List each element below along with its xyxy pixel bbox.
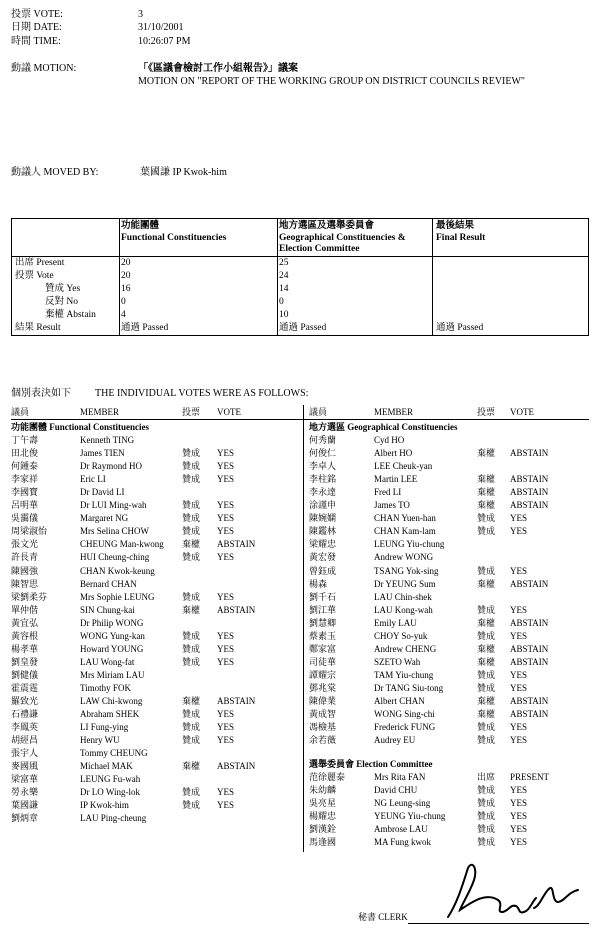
left-col-vote-en: VOTE	[217, 407, 241, 417]
member-name-cn: 陳婉嫻	[309, 513, 337, 524]
member-name-cn: 胡經昌	[11, 735, 39, 746]
member-name-en: Dr YEUNG Sum	[374, 578, 436, 589]
geographical-yes: 14	[279, 284, 289, 294]
vote-cn: 棄權	[182, 539, 201, 550]
clerk-signature	[438, 862, 588, 924]
vote-en: ABSTAIN	[217, 604, 256, 615]
member-name-en: Dr TANG Siu-tong	[374, 682, 444, 693]
vote-cn: 棄權	[477, 656, 496, 667]
individual-heading-cn: 個別表決如下	[11, 388, 71, 399]
vote-en: YES	[217, 591, 235, 602]
member-name-cn: 石禮謙	[11, 709, 39, 720]
member-name-cn: 麥國風	[11, 761, 39, 772]
member-name-en: Kenneth TING	[80, 435, 135, 445]
member-name-cn: 陳偉業	[309, 696, 337, 706]
vote-en: ABSTAIN	[217, 761, 256, 772]
functional-result: 通過 Passed	[121, 323, 169, 333]
date-label: 日期 DATE:	[11, 22, 62, 33]
left-section-title: 功能團體 Functional Constituencies	[11, 422, 150, 432]
row-label-present: 出席 Present	[15, 258, 65, 268]
member-name-cn: 鄭家富	[309, 643, 337, 654]
geographical-present: 25	[279, 258, 289, 268]
date-value: 31/10/2001	[138, 22, 184, 33]
member-name-en: Michael MAK	[80, 761, 133, 772]
member-name-en: Frederick FUNG	[374, 722, 436, 733]
geographical-no: 0	[279, 297, 284, 307]
vote-cn: 棄權	[477, 474, 496, 485]
geographical-result: 通過 Passed	[279, 323, 327, 333]
member-name-en: TSANG Yok-sing	[374, 565, 439, 576]
vote-cn: 贊成	[182, 461, 201, 472]
vote-en: ABSTAIN	[510, 500, 549, 511]
motion-label: 動議 MOTION:	[11, 63, 77, 74]
vote-en: ABSTAIN	[510, 487, 549, 498]
member-name-cn: 楊森	[309, 578, 328, 589]
vote-cn: 棄權	[477, 709, 496, 720]
member-name-en: Dr Philip WONG	[80, 617, 144, 628]
election-section-title: 選舉委員會 Election Committee	[309, 759, 433, 769]
member-name-cn: 黃宜弘	[11, 617, 39, 628]
vote-en: ABSTAIN	[510, 617, 549, 628]
member-name-cn: 李卓人	[309, 461, 337, 472]
member-name-en: Albert CHAN	[374, 696, 425, 706]
member-name-en: LAU Wong-fat	[80, 656, 135, 667]
vote-cn: 棄權	[182, 761, 201, 772]
member-name-en: Audrey EU	[374, 735, 416, 746]
vote-en: ABSTAIN	[510, 656, 549, 667]
vote-cn: 贊成	[182, 448, 201, 459]
member-name-cn: 李柱銘	[309, 474, 337, 485]
vote-cn: 棄權	[477, 578, 496, 589]
member-name-cn: 葉國謙	[11, 800, 39, 811]
vote-cn: 棄權	[182, 696, 201, 706]
functional-vote: 20	[121, 271, 131, 281]
member-name-cn: 黃宏發	[309, 552, 337, 563]
member-name-en: HUI Cheung-ching	[80, 552, 150, 563]
vote-en: ABSTAIN	[510, 643, 549, 654]
vote-cn: 贊成	[182, 591, 201, 602]
time-value: 10:26:07 PM	[138, 36, 191, 47]
member-name-cn: 丁午壽	[11, 435, 39, 445]
vote-cn: 棄權	[477, 617, 496, 628]
member-name-en: CHAN Kwok-keung	[80, 565, 155, 576]
member-name-en: LEUNG Yiu-chung	[374, 539, 445, 550]
member-name-en: Mrs Rita FAN	[374, 772, 426, 782]
vote-cn: 贊成	[477, 604, 496, 615]
row-label-result: 結果 Result	[15, 323, 61, 333]
vote-en: YES	[217, 448, 235, 459]
member-name-cn: 李國寶	[11, 487, 39, 498]
member-name-en: CHEUNG Man-kwong	[80, 539, 164, 550]
vote-cn: 贊成	[182, 800, 201, 811]
member-name-en: Dr Raymond HO	[80, 461, 142, 472]
member-name-cn: 馮檢基	[309, 722, 337, 733]
member-name-en: Mrs Sophie LEUNG	[80, 591, 155, 602]
member-name-en: Howard YOUNG	[80, 643, 144, 654]
functional-no: 0	[121, 297, 126, 307]
vote-en: ABSTAIN	[510, 578, 549, 589]
vote-en: YES	[217, 526, 235, 537]
functional-header-cn: 功能團體	[121, 221, 160, 231]
vote-en: YES	[217, 709, 235, 720]
vote-en: YES	[510, 513, 528, 524]
member-name-en: YEUNG Yiu-chung	[374, 811, 446, 822]
vote-en: ABSTAIN	[217, 539, 256, 550]
vote-cn: 贊成	[477, 722, 496, 733]
row-label-no: 反對 No	[45, 297, 78, 307]
vote-cn: 贊成	[477, 798, 496, 809]
member-name-cn: 余若薇	[309, 735, 337, 746]
member-name-cn: 譚耀宗	[309, 669, 337, 680]
vote-en: ABSTAIN	[510, 696, 549, 706]
vote-cn: 棄權	[477, 696, 496, 706]
member-name-en: Mrs Miriam LAU	[80, 669, 145, 680]
motion-title-en: MOTION ON "REPORT OF THE WORKING GROUP ON DISTRICT COUNCILS REVIEW"	[138, 76, 526, 87]
vote-en: YES	[510, 682, 528, 693]
clerk-label: 秘書 CLERK	[358, 912, 408, 922]
vote-cn: 贊成	[182, 709, 201, 720]
vote-en: YES	[510, 735, 528, 746]
member-name-cn: 劉健儀	[11, 669, 39, 680]
vote-cn: 贊成	[182, 735, 201, 746]
vote-summary-table	[11, 218, 589, 336]
vote-en: YES	[510, 722, 528, 733]
vote-cn: 贊成	[477, 811, 496, 822]
vote-en: ABSTAIN	[217, 696, 256, 706]
member-name-en: LEE Cheuk-yan	[374, 461, 433, 472]
member-name-en: MA Fung kwok	[374, 837, 432, 848]
member-name-cn: 陳國強	[11, 565, 39, 576]
member-name-en: LAU Chin-shek	[374, 591, 432, 602]
vote-en: PRESENT	[510, 772, 550, 782]
vote-en: YES	[217, 630, 235, 641]
vote-cn: 贊成	[182, 722, 201, 733]
vote-cn: 贊成	[182, 526, 201, 537]
functional-header-en: Functional Constituencies	[121, 233, 227, 243]
column-divider	[303, 405, 304, 852]
member-name-en: Margaret NG	[80, 513, 129, 524]
member-name-cn: 司徒華	[309, 656, 337, 667]
vote-en: YES	[217, 643, 235, 654]
member-name-cn: 劉慧卿	[309, 617, 337, 628]
motion-title-cn: 「《區議會檢討工作小組報告》」議案	[138, 63, 298, 74]
member-name-cn: 梁富華	[11, 774, 39, 785]
member-name-cn: 劉江華	[309, 604, 337, 615]
moved-by-value: 葉國謙 IP Kwok-him	[140, 167, 227, 178]
vote-en: YES	[217, 513, 235, 524]
vote-en: YES	[217, 722, 235, 733]
final-result-header-cn: 最後結果	[436, 221, 475, 231]
member-name-en: Andrew CHENG	[374, 643, 437, 654]
right-col-vote-cn: 投票	[477, 407, 496, 417]
member-name-cn: 鄧兆棠	[309, 682, 337, 693]
right-col-vote-en: VOTE	[510, 407, 534, 417]
vote-en: YES	[510, 798, 528, 809]
member-name-cn: 何秀蘭	[309, 435, 337, 445]
vote-cn: 贊成	[182, 656, 201, 667]
moved-by-label: 動議人 MOVED BY:	[11, 167, 99, 178]
member-name-cn: 黃容根	[11, 630, 39, 641]
vote-cn: 贊成	[477, 669, 496, 680]
member-name-cn: 范徐麗泰	[309, 772, 346, 782]
member-name-cn: 劉炳章	[11, 813, 39, 824]
vote-cn: 贊成	[182, 630, 201, 641]
member-name-cn: 梁劉柔芬	[11, 591, 48, 602]
vote-en: YES	[217, 552, 235, 563]
functional-yes: 16	[121, 284, 131, 294]
vote-cn: 贊成	[477, 735, 496, 746]
vote-en: YES	[217, 474, 235, 485]
vote-cn: 贊成	[182, 552, 201, 563]
member-name-cn: 田北俊	[11, 448, 39, 459]
vote-cn: 贊成	[182, 474, 201, 485]
member-name-cn: 蔡素玉	[309, 630, 337, 641]
vote-cn: 棄權	[477, 643, 496, 654]
vote-en: YES	[510, 837, 528, 848]
member-name-cn: 陳智思	[11, 578, 39, 589]
member-name-cn: 單仲偕	[11, 604, 39, 615]
member-name-cn: 張文光	[11, 539, 39, 550]
geographical-header-cn: 地方選區及選舉委員會	[279, 221, 375, 231]
member-name-en: Fred LI	[374, 487, 402, 498]
member-name-en: Bernard CHAN	[80, 578, 137, 589]
member-name-en: CHAN Kam-lam	[374, 526, 436, 537]
member-name-cn: 楊孝華	[11, 643, 39, 654]
vote-en: YES	[510, 811, 528, 822]
member-name-en: James TIEN	[80, 448, 125, 459]
vote-en: YES	[510, 785, 528, 796]
member-name-en: Cyd HO	[374, 435, 405, 445]
geographical-abstain: 10	[279, 310, 289, 320]
member-name-cn: 李永達	[309, 487, 337, 498]
vote-label: 投票 VOTE:	[11, 9, 63, 20]
vote-cn: 贊成	[477, 785, 496, 796]
vote-cn: 贊成	[477, 526, 496, 537]
vote-cn: 棄權	[182, 604, 201, 615]
member-name-en: Andrew WONG	[374, 552, 434, 563]
member-name-en: Henry WU	[80, 735, 120, 746]
individual-heading-en: THE INDIVIDUAL VOTES WERE AS FOLLOWS:	[95, 388, 309, 399]
member-name-en: Dr LUI Ming-wah	[80, 500, 147, 511]
member-name-cn: 李鳳英	[11, 722, 39, 733]
vote-cn: 贊成	[477, 824, 496, 835]
member-name-en: James TO	[374, 500, 410, 511]
left-col-member-cn: 議員	[11, 407, 30, 417]
member-name-en: SIN Chung-kai	[80, 604, 135, 615]
vote-en: YES	[510, 604, 528, 615]
member-name-cn: 劉皇發	[11, 656, 39, 667]
member-name-en: Abraham SHEK	[80, 709, 140, 720]
geographical-header-en2: Election Committee	[279, 244, 360, 254]
vote-cn: 贊成	[182, 643, 201, 654]
member-name-en: LEUNG Fu-wah	[80, 774, 141, 785]
member-name-en: WONG Sing-chi	[374, 709, 435, 720]
member-name-en: Emily LAU	[374, 617, 417, 628]
row-label-vote: 投票 Vote	[15, 271, 54, 281]
member-name-en: Martin LEE	[374, 474, 418, 485]
vote-en: YES	[510, 824, 528, 835]
member-name-en: David CHU	[374, 785, 418, 796]
vote-cn: 棄權	[477, 487, 496, 498]
row-label-abstain: 棄權 Abstain	[45, 310, 96, 320]
column-header-rule	[11, 419, 589, 420]
left-col-vote-cn: 投票	[182, 407, 201, 417]
vote-en: YES	[217, 500, 235, 511]
vote-cn: 贊成	[182, 513, 201, 524]
member-name-cn: 曾鈺成	[309, 565, 337, 576]
member-name-cn: 楊耀忠	[309, 811, 337, 822]
member-name-en: CHAN Yuen-han	[374, 513, 436, 524]
member-name-en: IP Kwok-him	[80, 800, 129, 811]
vote-en: YES	[217, 787, 235, 798]
member-name-en: Eric LI	[80, 474, 106, 485]
member-name-en: TAM Yiu-chung	[374, 669, 434, 680]
member-name-cn: 劉千石	[309, 591, 337, 602]
member-name-en: CHOY So-yuk	[374, 630, 428, 641]
time-label: 時間 TIME:	[11, 36, 61, 47]
member-name-en: Timothy FOK	[80, 682, 131, 693]
row-label-yes: 贊成 Yes	[45, 284, 81, 294]
vote-cn: 贊成	[477, 565, 496, 576]
vote-en: ABSTAIN	[510, 448, 549, 459]
vote-en: YES	[510, 630, 528, 641]
member-name-cn: 何俊仁	[309, 448, 337, 459]
member-name-cn: 霍震霆	[11, 682, 39, 693]
vote-cn: 贊成	[182, 787, 201, 798]
member-name-cn: 朱幼麟	[309, 785, 337, 796]
geographical-header-en: Geographical Constituencies &	[279, 233, 406, 243]
member-name-en: Ambrose LAU	[374, 824, 428, 835]
vote-en: YES	[510, 565, 528, 576]
functional-abstain: 4	[121, 310, 126, 320]
right-section-title: 地方選區 Geographical Constituencies	[309, 422, 458, 432]
member-name-en: Albert HO	[374, 448, 413, 459]
member-name-cn: 周梁淑怡	[11, 526, 48, 537]
member-name-en: LAU Ping-cheung	[80, 813, 147, 824]
vote-en: YES	[217, 800, 235, 811]
member-name-cn: 黃成智	[309, 709, 337, 720]
final-result-header-en: Final Result	[436, 233, 486, 243]
vote-cn: 出席	[477, 772, 496, 782]
member-name-cn: 許長青	[11, 552, 39, 563]
member-name-cn: 陳鑑林	[309, 526, 337, 537]
vote-cn: 贊成	[477, 513, 496, 524]
vote-en: YES	[217, 735, 235, 746]
vote-en: YES	[510, 526, 528, 537]
member-name-en: LAU Kong-wah	[374, 604, 433, 615]
vote-en: ABSTAIN	[510, 709, 549, 720]
vote-cn: 贊成	[477, 837, 496, 848]
member-name-en: Mrs Selina CHOW	[80, 526, 149, 537]
right-col-member-cn: 議員	[309, 407, 328, 417]
vote-en: YES	[217, 461, 235, 472]
member-name-cn: 涂謹申	[309, 500, 337, 511]
vote-en: YES	[217, 656, 235, 667]
member-name-en: Dr David LI	[80, 487, 125, 498]
geographical-vote: 24	[279, 271, 289, 281]
vote-en: ABSTAIN	[510, 474, 549, 485]
member-name-en: Tommy CHEUNG	[80, 748, 148, 759]
member-name-cn: 劉漢銓	[309, 824, 337, 835]
member-name-cn: 吳亮星	[309, 798, 337, 809]
member-name-cn: 梁耀忠	[309, 539, 337, 550]
member-name-cn: 何鍾泰	[11, 461, 39, 472]
vote-cn: 贊成	[477, 682, 496, 693]
member-name-en: SZETO Wah	[374, 656, 421, 667]
member-name-cn: 呂明華	[11, 500, 39, 511]
final-result-value: 通過 Passed	[436, 323, 484, 333]
member-name-cn: 羅致光	[11, 696, 39, 706]
vote-cn: 贊成	[477, 630, 496, 641]
member-name-en: NG Leung-sing	[374, 798, 431, 809]
vote-value: 3	[138, 9, 143, 20]
member-name-cn: 吳靄儀	[11, 513, 39, 524]
functional-present: 20	[121, 258, 131, 268]
member-name-cn: 張宇人	[11, 748, 39, 759]
member-name-cn: 李家祥	[11, 474, 39, 485]
member-name-cn: 勞永樂	[11, 787, 39, 798]
right-col-member-en: MEMBER	[374, 407, 414, 417]
member-name-en: WONG Yung-kan	[80, 630, 145, 641]
member-name-cn: 馬逢國	[309, 837, 337, 848]
vote-cn: 棄權	[477, 448, 496, 459]
member-name-en: Dr LO Wing-lok	[80, 787, 140, 798]
member-name-en: LAW Chi-kwong	[80, 696, 143, 706]
member-name-en: LI Fung-ying	[80, 722, 129, 733]
vote-cn: 贊成	[182, 500, 201, 511]
vote-cn: 棄權	[477, 500, 496, 511]
left-col-member-en: MEMBER	[80, 407, 120, 417]
vote-en: YES	[510, 669, 528, 680]
